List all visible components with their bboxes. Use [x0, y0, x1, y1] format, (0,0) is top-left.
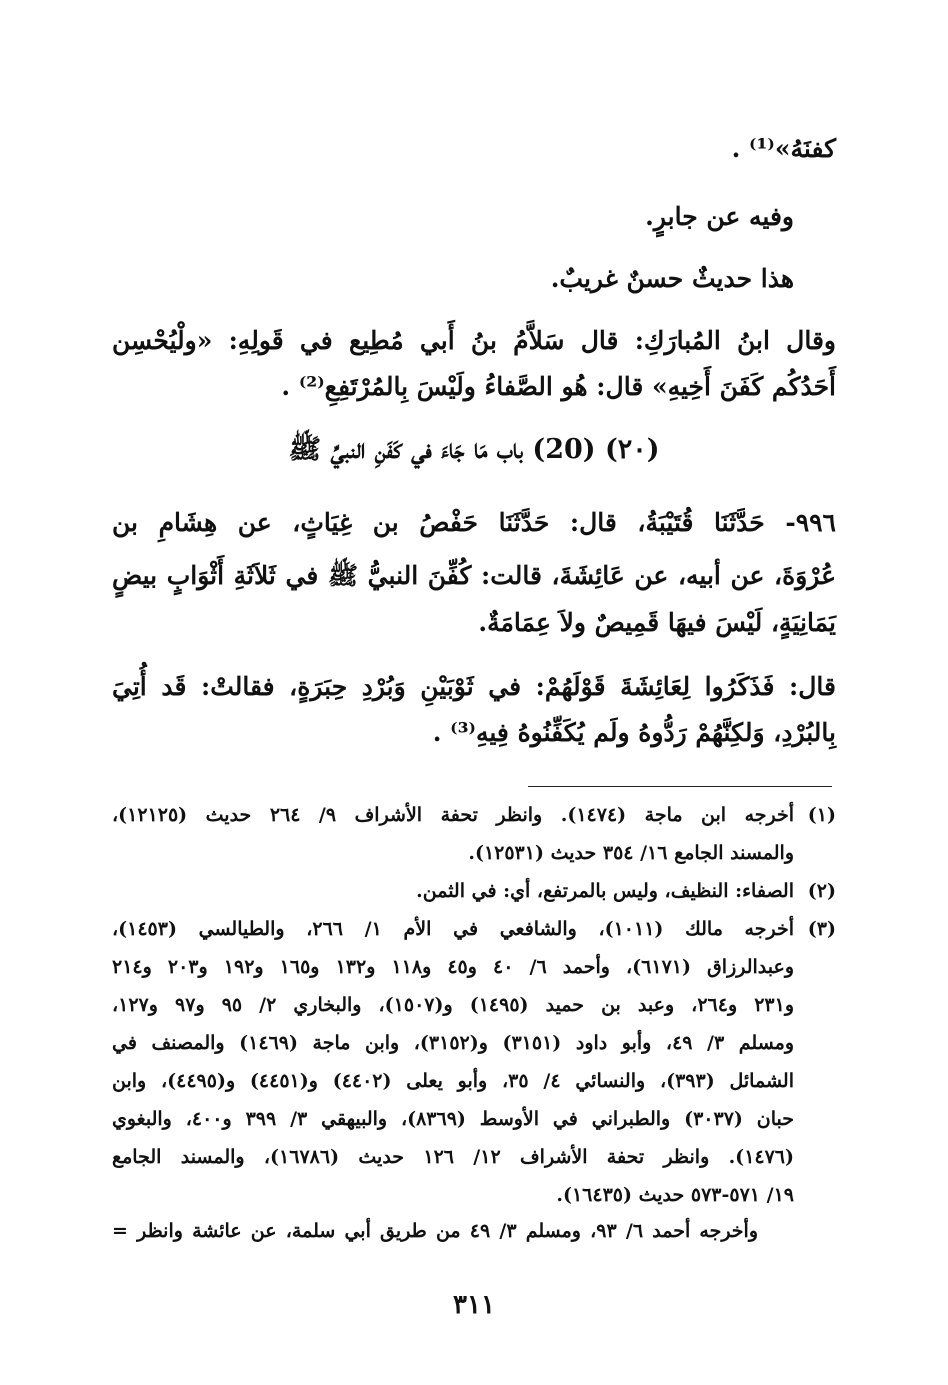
text-line: وقال ابنُ المُبارَكِ: قال سَلاَّمُ بنُ أَبي مُطِيع في قَولِهِ: «ولْيُحْسِن	[112, 326, 836, 355]
footnote-line: الشمائل (٣٩٣)، والنسائي ٤/ ٣٥، وأبو يعلى (٤٤٠٢) و(٤٤٥١) و(٤٤٩٥)، وابن	[112, 1070, 794, 1092]
hadith-line: عُرْوَةَ، عن أبيه، عن عَائِشَةَ، قالت: كُفِّنَ النبيُّ ﷺ في ثَلاَثَةِ أَثْوَابٍ بيضٍ	[112, 561, 836, 590]
footnote-line: والمسند الجامع ١٦/ ٣٥٤ حديث (١٢٥٣١).	[468, 842, 794, 864]
text-line: هذا حديثٌ حسنٌ غريبٌ.	[550, 264, 794, 293]
chapter-heading: (٢٠) (20) باب مَا جَاءَ في كَفَنِ النبيِّ ﷺ	[288, 434, 660, 465]
footnote-continuation: وأخرجه أحمد ٦/ ٩٣، ومسلم ٣/ ٤٩ من طريق أبي سلمة، عن عائشة وانظر =	[112, 1220, 759, 1242]
footnote-1	[112, 804, 836, 826]
footnote-line: ١٩/ ٥٧١-٥٧٣ حديث (١٦٤٣٥).	[556, 1184, 794, 1206]
footnote-line: حبان (٣٠٣٧) والطبراني في الأوسط (٨٣٦٩)، والبيهقي ٣/ ٣٩٩ و٤٠٠، والبغوي	[112, 1108, 795, 1130]
text-line: وفيه عن جابرٍ.	[645, 202, 794, 231]
footnote-marker: (٣)	[807, 918, 836, 940]
footnote-separator	[528, 786, 832, 787]
footnote-line: (١٤٧٦). وانظر تحفة الأشراف ١٢/ ١٢٦ حديث (١٦٧٨٦)، والمسند الجامع	[112, 1146, 795, 1168]
text-line: أَحَدُكُم كَفَنَ أَخِيهِ» قال: هُو الصَّفاءُ ولَيْسَ بِالمُرْتَفِعِ⁽²⁾ .	[281, 372, 836, 401]
page-number: ٣١١	[453, 1290, 495, 1320]
footnote-line: و٢٣١ و٢٦٤، وعبد بن حميد (١٤٩٥) و(١٥٠٧)، والبخاري ٢/ ٩٥ و٩٧ و١٢٧،	[112, 994, 795, 1016]
footnote-text: أخرجه ابن ماجة (١٤٧٤). وانظر تحفة الأشراف ٩/ ٢٦٤ حديث (١٢١٢٥)،	[112, 804, 795, 826]
text-line: كفنَهُ»⁽¹⁾ .	[731, 134, 836, 163]
footnote-2	[416, 880, 836, 902]
footnote-marker: (٢)	[807, 880, 836, 902]
hadith-line: قال: فَذَكَرُوا لِعَائِشَةَ قَوْلَهُمْ: في ثَوْبَيْنِ وَبُرْدِ حِبَرَةٍ، فقالتْ: قَد أُتِيَ	[112, 672, 836, 701]
hadith-line: بِالبُرْدِ، وَلكِنَّهُمْ رَدُّوهُ ولَم يُكَفِّنُوهُ فِيهِ⁽³⁾ .	[432, 718, 836, 747]
footnote-3	[112, 918, 836, 940]
footnote-text: أخرجه مالك (١٠١١)، والشافعي في الأم ١/ ٢٦٦، والطيالسي (١٤٥٣)،	[112, 918, 794, 940]
footnote-line: ومسلم ٣/ ٤٩، وأبو داود (٣١٥١) و(٣١٥٢)، وابن ماجة (١٤٦٩) والمصنف في	[112, 1032, 795, 1054]
hadith-line: يَمَانِيَةٍ، لَيْسَ فيهَا قَمِيصٌ ولاَ عِمَامَةٌ.	[478, 608, 836, 637]
footnote-line: وعبدالرزاق (٦١٧١)، وأحمد ٦/ ٤٠ و٤٥ و١١٨ و١٣٢ و١٦٥ و١٩٢ و٢٠٣ و٢١٤	[112, 956, 795, 978]
footnote-marker: (١)	[807, 804, 837, 826]
footnote-text: الصفاء: النظيف، وليس بالمرتفع، أي: في الثمن.	[416, 880, 794, 902]
hadith-line: ٩٩٦- حَدَّثَنَا قُتَيْبَةُ، قال: حَدَّثَنَا حَفْصُ بن غِيَاثٍ، عن هِشَامِ بن	[112, 508, 836, 537]
